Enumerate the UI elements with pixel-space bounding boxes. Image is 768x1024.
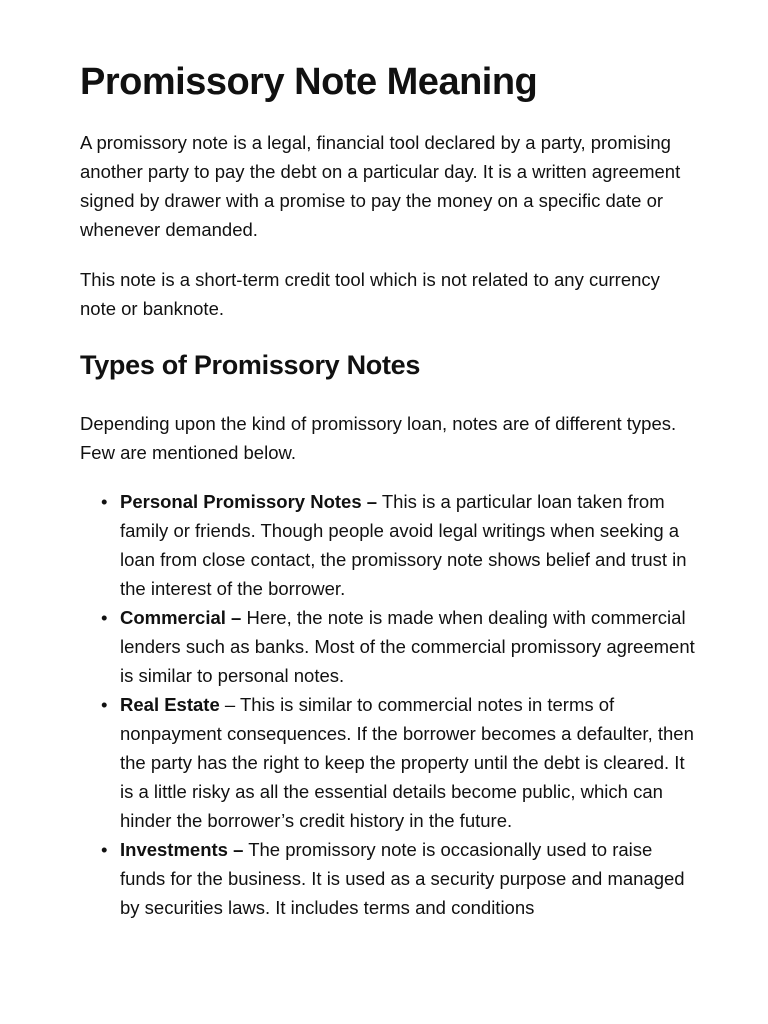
bullet-icon: • bbox=[101, 607, 108, 628]
bullet-icon: • bbox=[101, 694, 108, 715]
list-item-text: The promissory note is occasionally used to raise funds for the business. It is used as a security purpose and managed by securities laws. It includes terms and conditions bbox=[120, 839, 685, 918]
intro-paragraph-1: A promissory note is a legal, financial tool declared by a party, promising another party to pay the debt on a particular day. It is a written agreement signed by drawer with a promise to pay the money on a specific date or whenever demanded. bbox=[80, 132, 681, 240]
page-title: Promissory Note Meaning bbox=[80, 61, 538, 103]
list-item-term: Personal Promissory Notes – bbox=[120, 491, 378, 512]
list-item-term: Commercial – bbox=[120, 607, 242, 628]
list-item-personal bbox=[101, 487, 698, 603]
list-item-commercial bbox=[101, 603, 698, 690]
types-lead-paragraph: Depending upon the kind of promissory loan, notes are of different types. Few are mentioned below. bbox=[80, 413, 677, 463]
list-item-term: Investments – bbox=[120, 839, 244, 860]
list-item-text: – This is similar to commercial notes in terms of nonpayment consequences. If the borrower becomes a defaulter, then the party has the right to keep the property until the debt is cleared. It is a little risky as all the essential details become public, which can hinder the borrower’s credit history in the future. bbox=[120, 694, 694, 831]
types-list bbox=[80, 487, 698, 922]
list-item-text: This is a particular loan taken from family or friends. Though people avoid legal writings when seeking a loan from close contact, the promissory note shows belief and trust in the interest of the borrower. bbox=[120, 491, 687, 599]
types-heading: Types of Promissory Notes bbox=[80, 350, 421, 380]
list-item-investments bbox=[101, 835, 698, 922]
list-item-text: Here, the note is made when dealing with commercial lenders such as banks. Most of the commercial promissory agreement is similar to personal notes. bbox=[120, 607, 695, 686]
intro-paragraph-2: This note is a short-term credit tool which is not related to any currency note or banknote. bbox=[80, 269, 660, 319]
list-item-term: Real Estate bbox=[120, 694, 220, 715]
bullet-icon: • bbox=[101, 491, 108, 512]
list-item-real-estate bbox=[101, 690, 698, 835]
bullet-icon: • bbox=[101, 839, 108, 860]
